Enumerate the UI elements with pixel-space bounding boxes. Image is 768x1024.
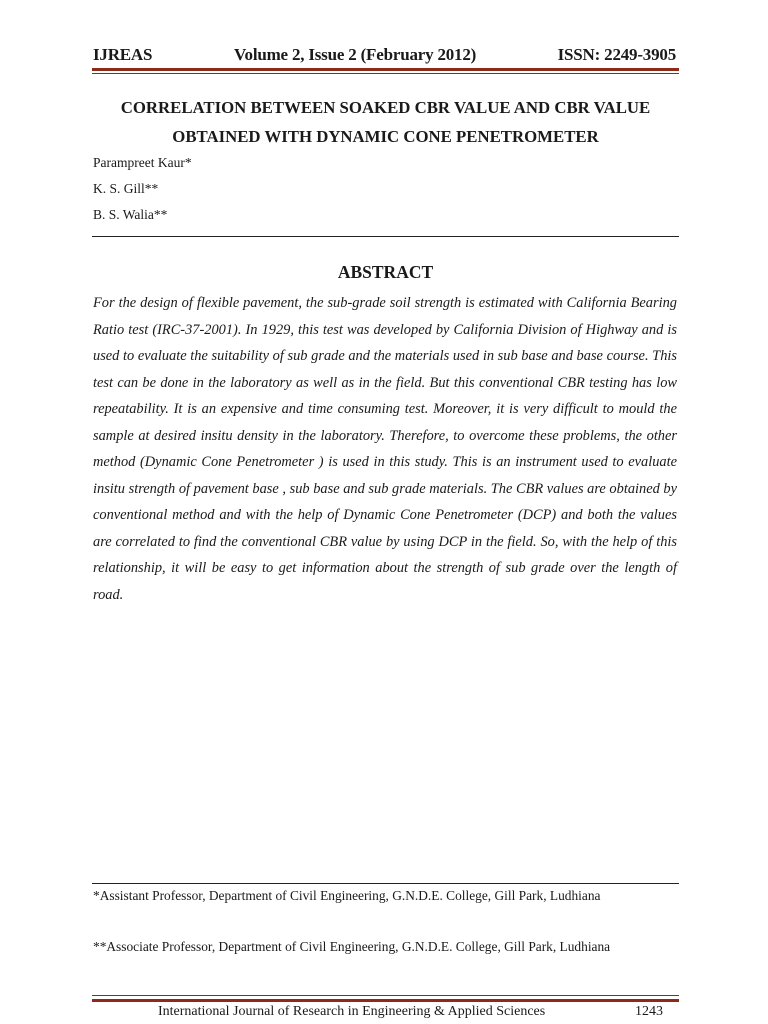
title-line-2: OBTAINED WITH DYNAMIC CONE PENETROMETER bbox=[172, 127, 599, 146]
footnote-2: **Associate Professor, Department of Civil Engineering, G.N.D.E. College, Gill Park, Ludhiana bbox=[93, 939, 611, 954]
volume-issue: Volume 2, Issue 2 (February 2012) bbox=[234, 45, 477, 64]
author-1: Parampreet Kaur* bbox=[93, 155, 192, 170]
author-3: B. S. Walia** bbox=[93, 207, 168, 222]
journal-abbrev: IJREAS bbox=[93, 45, 153, 64]
footer-rule-thin bbox=[92, 995, 679, 996]
page-number: 1243 bbox=[635, 1004, 663, 1019]
abstract-text: For the design of flexible pavement, the sub-grade soil strength is estimated with California Bearing Ratio test (IRC-37-2001). In 1929, this test was developed by California Division of Highway and is used to evaluate the suitability of sub grade and the materials used in sub base and base course. This test can be done in the laboratory as well as in the field. But this conventional CBR testing has low repeatability. It is an expensive and time consuming test. Moreover, it is very difficult to mould the sample at desired insitu density in the laboratory. Therefore, to overcome these problems, the other method (Dynamic Cone Penetrometer ) is used in this study. This is an instrument used to evaluate insitu strength of pavement base , sub base and sub grade materials. The CBR values are obtained by conventional method and with the help of Dynamic Cone Penetrometer (DCP) and both the values are correlated to find the conventional CBR value by using DCP in the field. So, with the help of this relationship, it will be easy to get information about the strength of sub grade over the length of road. bbox=[93, 295, 677, 603]
header-rule-thick bbox=[92, 68, 679, 71]
footer-rule-thick bbox=[92, 999, 679, 1002]
header-rule-thin bbox=[92, 73, 679, 74]
paper-title bbox=[92, 93, 679, 151]
title-line-1: CORRELATION BETWEEN SOAKED CBR VALUE AND CBR VALUE bbox=[120, 98, 651, 117]
author-2: K. S. Gill** bbox=[93, 181, 159, 196]
issn: ISSN: 2249-3905 bbox=[557, 45, 676, 64]
authors-divider bbox=[92, 236, 679, 237]
footer-journal-name: International Journal of Research in Engineering & Applied Sciences bbox=[158, 1004, 546, 1019]
footnote-1: *Assistant Professor, Department of Civil Engineering, G.N.D.E. College, Gill Park, Ludhiana bbox=[93, 888, 601, 903]
abstract-heading: ABSTRACT bbox=[337, 262, 434, 282]
